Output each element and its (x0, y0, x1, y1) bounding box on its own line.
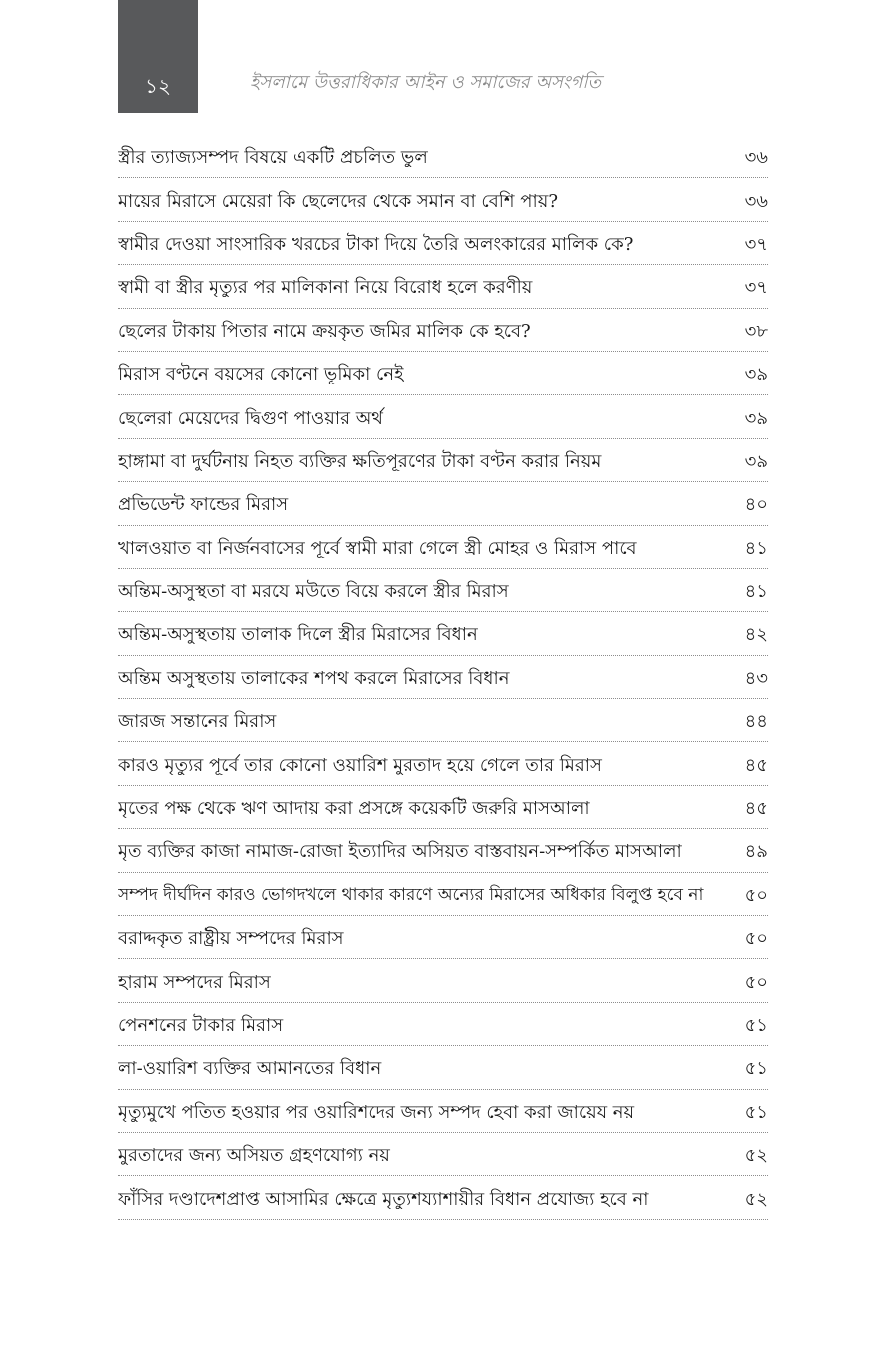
toc-entry-page: ৪১ (744, 537, 768, 559)
toc-entry-title: ছেলের টাকায় পিতার নামে ক্রয়কৃত জমির মালিক কে হবে? (118, 320, 531, 341)
toc-entry-title: হারাম সম্পদের মিরাস (118, 971, 271, 992)
toc-entry-title: বরাদ্দকৃত রাষ্ট্রীয় সম্পদের মিরাস (118, 928, 344, 949)
toc-entry-page: ৪৪ (744, 711, 768, 733)
toc-entry-page: ৩৯ (744, 450, 768, 472)
toc-entry-title: হাঙ্গামা বা দুর্ঘটনায় নিহত ব্যক্তির ক্ষতিপূরণের টাকা বণ্টন করার নিয়ম (118, 450, 602, 471)
toc-entry-page: ৩৯ (744, 407, 768, 429)
toc-entry[interactable] (118, 526, 768, 569)
toc-entry-title: মৃতের পক্ষ থেকে ঋণ আদায় করা প্রসঙ্গে কয়েকটি জরুরি মাসআলা (118, 798, 590, 819)
toc-entry[interactable] (118, 352, 768, 395)
toc-entry-title: পেনশনের টাকার মিরাস (118, 1015, 284, 1035)
toc-entry[interactable] (118, 829, 768, 872)
toc-entry[interactable] (118, 699, 768, 742)
toc-entry-page: ৫১ (744, 1015, 768, 1036)
toc-entry-page: ৪০ (744, 494, 768, 516)
running-title: ইসলামে উত্তরাধিকার আইন ও সমাজের অসংগতি (250, 72, 602, 93)
toc-entry[interactable] (118, 265, 768, 308)
toc-entry-page: ৩৯ (744, 364, 768, 386)
toc-entry-page: ৪৫ (744, 798, 768, 820)
toc-entry-title: মায়ের মিরাসে মেয়েরা কি ছেলেদের থেকে সমান বা বেশি পায়? (118, 190, 558, 211)
toc-entry-title: ছেলেরা মেয়েদের দ্বিগুণ পাওয়ার অর্থ (118, 407, 383, 428)
toc-entry-page: ৩৬ (744, 190, 768, 212)
toc-entry-title: খালওয়াত বা নির্জনবাসের পূর্বে স্বামী মারা গেলে স্ত্রী মোহর ও মিরাস পাবে (118, 537, 637, 558)
toc-entry-page: ৫২ (744, 1145, 768, 1167)
toc-entry[interactable] (118, 1090, 768, 1133)
toc-entry[interactable] (118, 1176, 768, 1219)
toc-entry[interactable] (118, 959, 768, 1002)
toc-entry-title: মৃত ব্যক্তির কাজা নামাজ-রোজা ইত্যাদির অসিয়ত বাস্তবায়ন-সম্পর্কিত মাসআলা (118, 841, 682, 862)
toc-entry-title: জারজ সন্তানের মিরাস (118, 711, 277, 732)
toc-entry-title: কারও মৃত্যুর পূর্বে তার কোনো ওয়ারিশ মুরতাদ হয়ে গেলে তার মিরাস (118, 754, 602, 775)
toc-entry-title: লা-ওয়ারিশ ব্যক্তির আমানতের বিধান (118, 1058, 382, 1079)
toc-entry-title: সম্পদ দীর্ঘদিন কারও ভোগদখলে থাকার কারণে অন্যের মিরাসের অধিকার বিলুপ্ত হবে না (118, 885, 704, 905)
toc-entry-page: ৫১ (744, 1101, 768, 1123)
toc-entry[interactable] (118, 742, 768, 785)
table-of-contents (118, 135, 768, 1220)
toc-entry-page: ৩৮ (744, 320, 768, 342)
page-number-tab (118, 0, 198, 113)
toc-entry-page: ৩৭ (744, 233, 768, 255)
toc-entry-title: মৃত্যুমুখে পতিত হওয়ার পর ওয়ারিশদের জন্য সম্পদ হেবা করা জায়েয নয় (118, 1101, 635, 1122)
toc-entry[interactable] (118, 395, 768, 438)
toc-entry-page: ৫২ (744, 1188, 768, 1210)
toc-entry[interactable] (118, 309, 768, 352)
toc-entry-page: ৪৯ (744, 841, 768, 863)
toc-entry-title: মুরতাদের জন্য অসিয়ত গ্রহণযোগ্য নয় (118, 1145, 390, 1166)
toc-entry-page: ৪১ (744, 581, 768, 603)
toc-entry-page: ৪৫ (744, 754, 768, 776)
toc-entry-title: ফাঁসির দণ্ডাদেশপ্রাপ্ত আসামির ক্ষেত্রে মৃত্যুশয্যাশায়ীর বিধান প্রযোজ্য হবে না (118, 1188, 649, 1209)
toc-entry[interactable] (118, 1046, 768, 1089)
toc-entry[interactable] (118, 1003, 768, 1046)
toc-entry[interactable] (118, 135, 768, 178)
toc-entry-page: ৫০ (744, 928, 768, 950)
toc-entry-page: ৫১ (744, 1058, 768, 1080)
toc-entry[interactable] (118, 612, 768, 655)
toc-entry-title: স্বামী বা স্ত্রীর মৃত্যুর পর মালিকানা নিয়ে বিরোধ হলে করণীয় (118, 277, 533, 298)
toc-entry-title: অন্তিম-অসুস্থতায় তালাক দিলে স্ত্রীর মিরাসের বিধান (118, 624, 478, 645)
toc-entry[interactable] (118, 656, 768, 699)
toc-entry[interactable] (118, 439, 768, 482)
toc-entry-page: ৫০ (744, 971, 768, 993)
toc-entry[interactable] (118, 1133, 768, 1176)
toc-entry[interactable] (118, 178, 768, 221)
toc-entry-page: ৩৬ (744, 147, 768, 169)
toc-entry-title: মিরাস বণ্টনে বয়সের কোনো ভূমিকা নেই (118, 364, 404, 385)
page-number: ১২ (145, 74, 171, 98)
toc-entry[interactable] (118, 482, 768, 525)
toc-entry-title: স্ত্রীর ত্যাজ্যসম্পদ বিষয়ে একটি প্রচলিত ভুল (118, 147, 428, 168)
toc-entry-title: অন্তিম অসুস্থতায় তালাকের শপথ করলে মিরাসের বিধান (118, 667, 510, 688)
toc-entry[interactable] (118, 916, 768, 959)
toc-entry-page: ৪২ (744, 624, 768, 646)
toc-entry[interactable] (118, 222, 768, 265)
toc-entry-page: ৪৩ (744, 667, 768, 689)
toc-entry[interactable] (118, 786, 768, 829)
toc-entry-page: ৫০ (744, 884, 768, 906)
toc-entry[interactable] (118, 569, 768, 612)
toc-entry-title: প্রভিডেন্ট ফান্ডের মিরাস (118, 494, 289, 515)
toc-entry[interactable] (118, 873, 768, 916)
toc-entry-page: ৩৭ (744, 277, 768, 299)
toc-entry-title: স্বামীর দেওয়া সাংসারিক খরচের টাকা দিয়ে তৈরি অলংকারের মালিক কে? (118, 233, 634, 254)
toc-entry-title: অন্তিম-অসুস্থতা বা মরযে মউতে বিয়ে করলে স্ত্রীর মিরাস (118, 581, 509, 602)
